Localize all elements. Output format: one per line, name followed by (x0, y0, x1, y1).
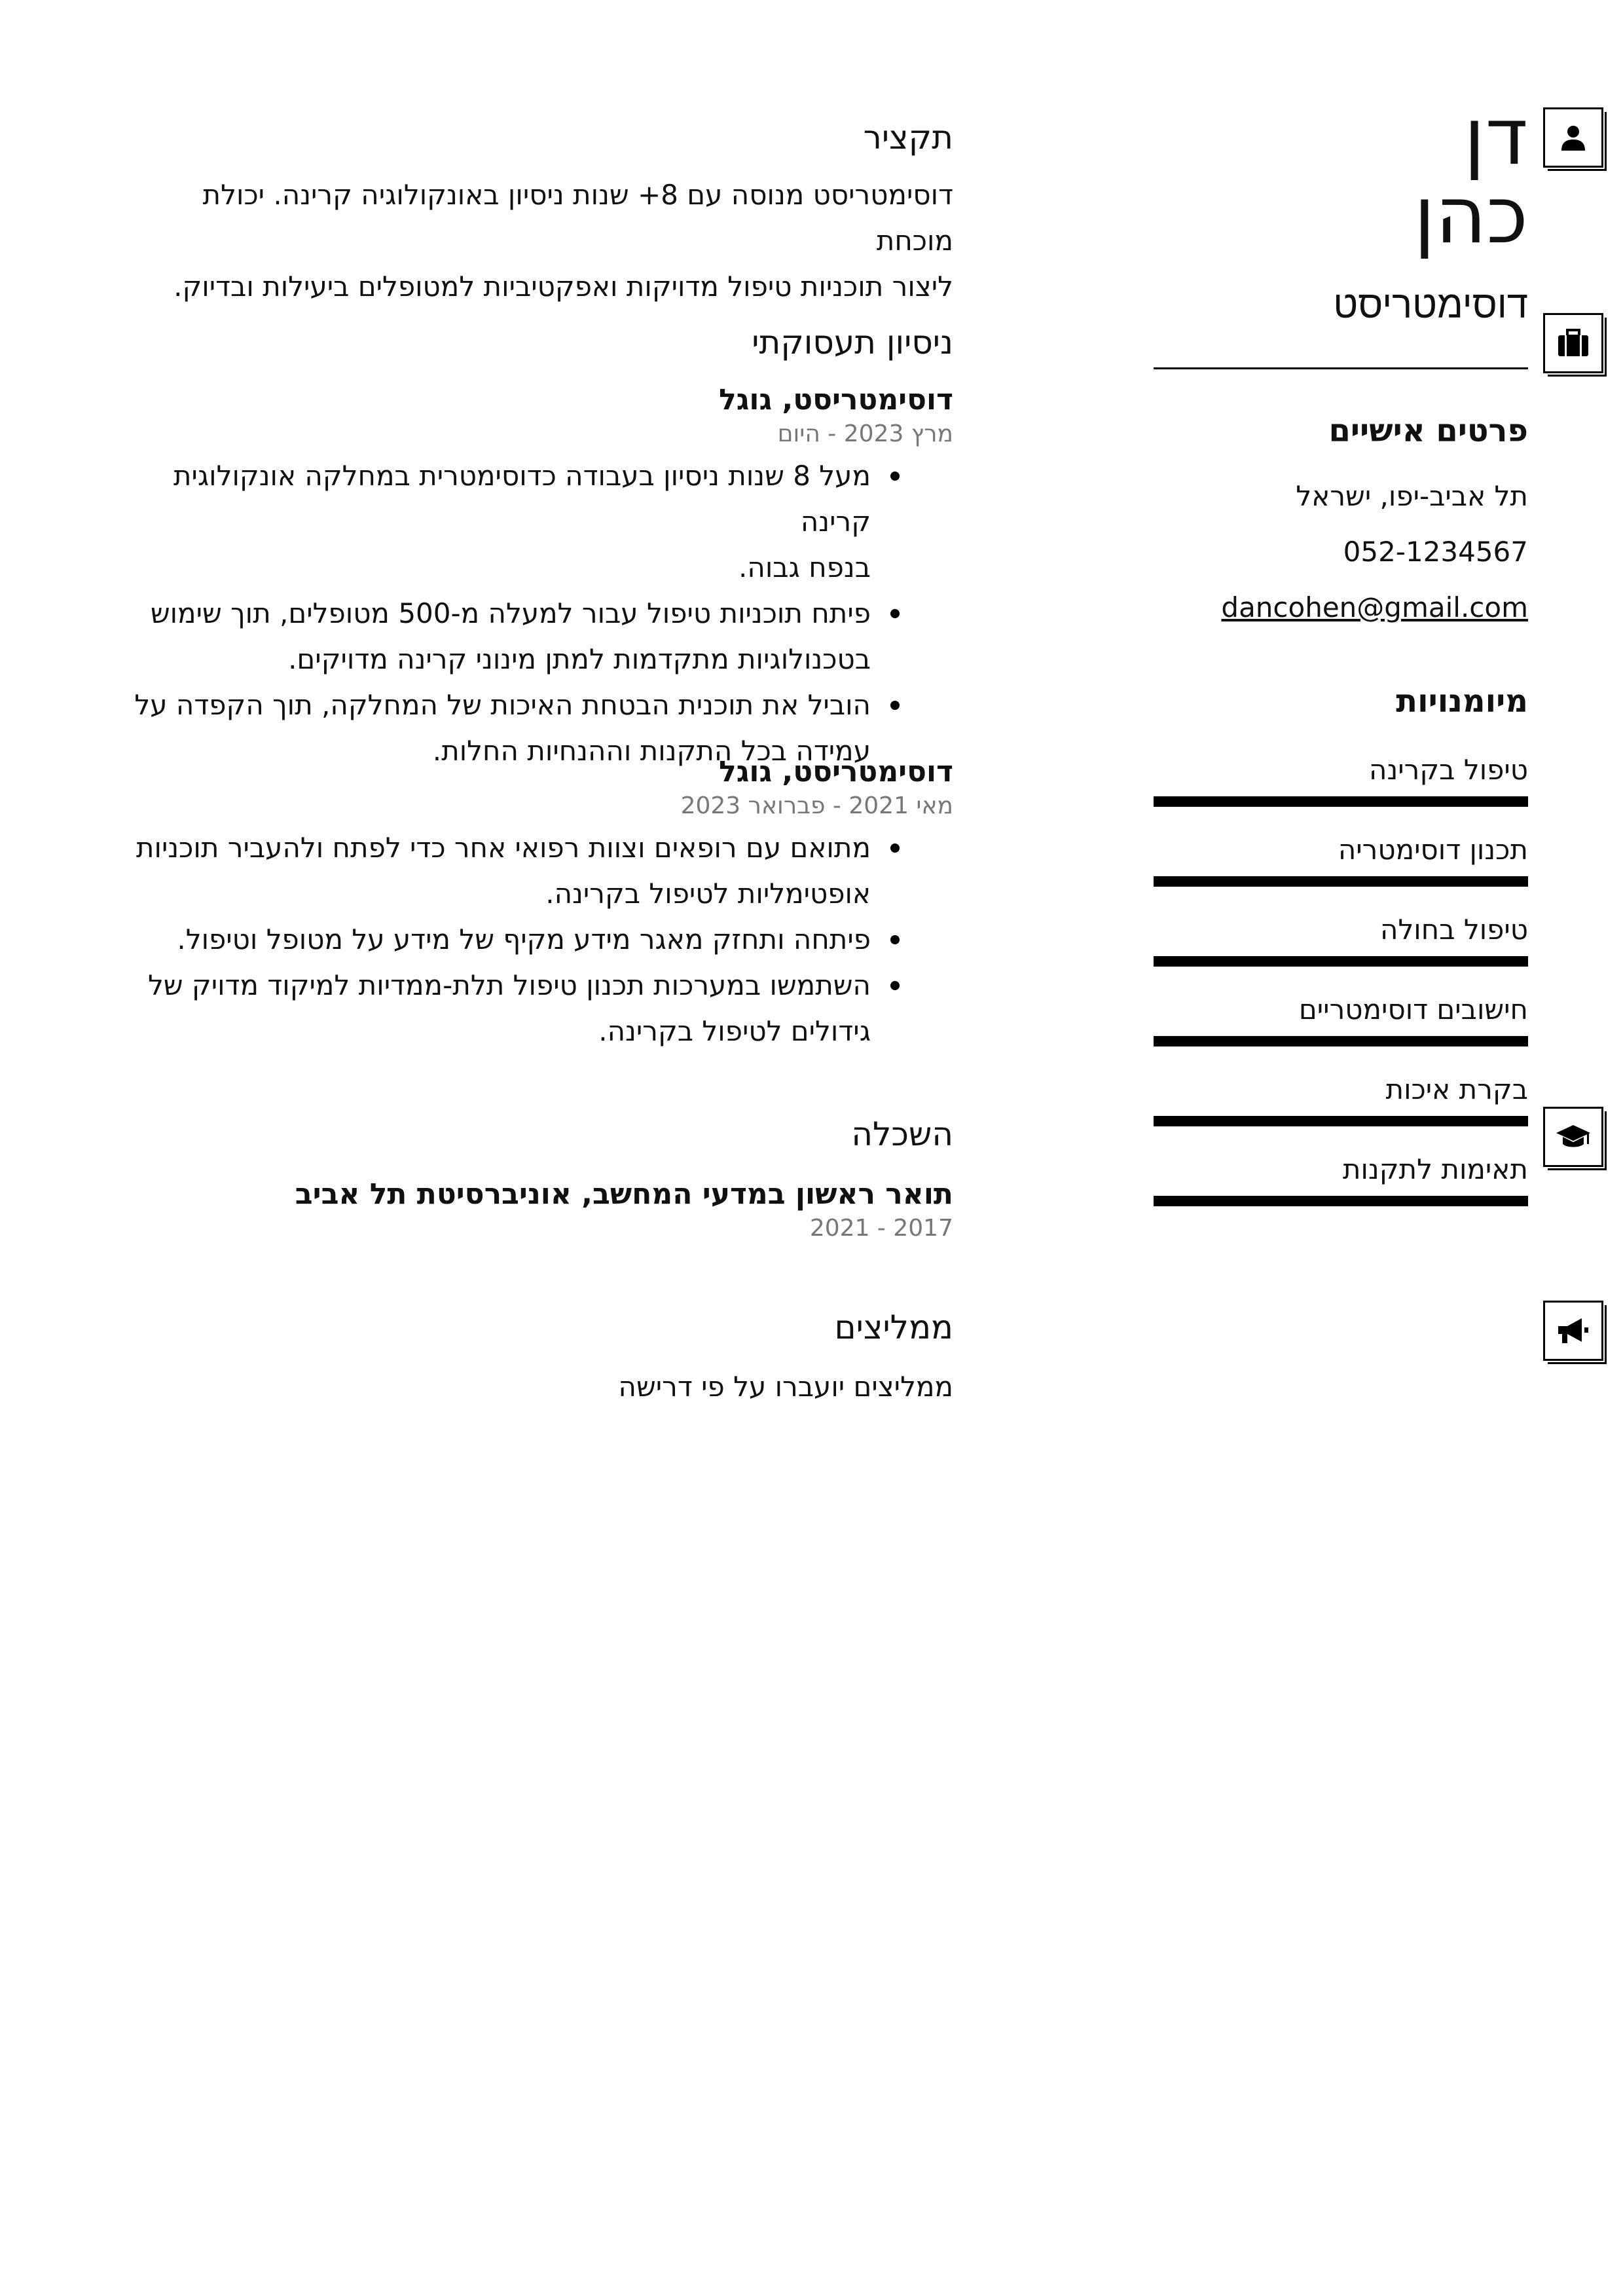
skill-item (1154, 752, 1528, 788)
bullet-item (124, 591, 871, 682)
phone: 052-1234567 (1343, 536, 1528, 568)
job-role: דוסימטריסט, גוגל (719, 383, 953, 417)
bullet-line: אופטימליות לטיפול בקרינה. (545, 878, 871, 910)
references-text: ממליצים יועברו על פי דרישה (618, 1371, 953, 1403)
first-name: דן (1463, 92, 1528, 183)
skill-bar (1154, 1036, 1528, 1046)
bullet-item (124, 453, 871, 591)
skill-label: תאימות לתקנות (1342, 1153, 1528, 1185)
skill-bar (1154, 796, 1528, 807)
skill-label: בקרת איכות (1385, 1073, 1528, 1105)
summary-text (124, 172, 953, 310)
bullet-line: השתמשו במערכות תכנון טיפול תלת-ממדיות למיקוד מדויק של (147, 969, 871, 1001)
skill-item (1154, 991, 1528, 1028)
experience-title: ניסיון תעסוקתי (752, 324, 953, 361)
summary-line: ליצור תוכניות טיפול מדויקות ואפקטיביות למטופלים ביעילות ובדיוק. (173, 270, 953, 303)
bullet-line: עמידה בכל התקנות וההנחיות החלות. (432, 735, 871, 767)
bullet-line: הוביל את תוכנית הבטחת האיכות של המחלקה, תוך הקפדה על (134, 689, 871, 721)
skills-title: מיומנויות (1396, 683, 1528, 720)
divider (1154, 367, 1528, 369)
job-role: דוסימטריסט, גוגל (719, 755, 953, 788)
skill-item (1154, 1071, 1528, 1108)
skill-label: תכנון דוסימטריה (1338, 834, 1528, 866)
bullet-line: פיתח תוכניות טיפול עבור למעלה מ-500 מטופלים, תוך שימוש (150, 597, 871, 629)
skill-bar (1154, 956, 1528, 967)
location: תל אביב-יפו, ישראל (1296, 480, 1528, 512)
last-name: כהן (1413, 170, 1528, 261)
personal-details-title: פרטים אישיים (1328, 413, 1528, 449)
skill-bar (1154, 876, 1528, 887)
degree: תואר ראשון במדעי המחשב, אוניברסיטת תל אביב (295, 1177, 953, 1211)
name-block (1154, 92, 1528, 261)
bullet-line: גידולים לטיפול בקרינה. (598, 1015, 871, 1047)
skill-bar (1154, 1116, 1528, 1126)
skill-label: טיפול בקרינה (1369, 754, 1528, 786)
job-dates: מאי 2021 - פברואר 2023 (680, 792, 953, 819)
skill-item (1154, 912, 1528, 948)
job-title: דוסימטריסט (1333, 282, 1528, 327)
bullet-line: בנפח גבוה. (739, 551, 871, 583)
education-title: השכלה (851, 1115, 953, 1153)
bullet-line: מעל 8 שנות ניסיון בעבודה כדוסימטרית במחלקה אונקולוגית קרינה (173, 460, 871, 538)
graduation-cap-icon (1543, 1107, 1603, 1167)
education-dates: 2017 - 2021 (809, 1215, 953, 1242)
education-entry (124, 1176, 953, 1244)
summary-line: דוסימטריסט מנוסה עם 8+ שנות ניסיון באונקולוגיה קרינה. יכולת מוכחת (202, 179, 953, 257)
bullet-item (124, 825, 871, 917)
job-dates: מרץ 2023 - היום (777, 420, 953, 447)
summary-title: תקציר (863, 119, 953, 157)
briefcase-icon (1543, 313, 1603, 373)
bullet-item (124, 917, 871, 963)
skill-item (1154, 832, 1528, 868)
bullet-line: פיתחה ותחזק מאגר מידע מקיף של מידע על מטופל וטיפול. (177, 923, 871, 955)
megaphone-icon (1543, 1301, 1603, 1361)
user-icon (1543, 107, 1603, 168)
skill-label: חישובים דוסימטריים (1298, 993, 1528, 1026)
skill-item (1154, 1151, 1528, 1188)
skill-label: טיפול בחולה (1380, 914, 1528, 946)
bullet-line: מתואם עם רופאים וצוות רפואי אחר כדי לפתח ולהעביר תוכניות (136, 832, 871, 864)
references-title: ממליצים (834, 1308, 953, 1346)
job-entry (124, 381, 953, 774)
bullet-item (124, 963, 871, 1054)
job-entry (124, 753, 953, 1054)
email-link[interactable]: dancohen@gmail.com (1221, 591, 1528, 623)
job-bullets (124, 825, 953, 1054)
job-bullets (124, 453, 953, 774)
skill-bar (1154, 1196, 1528, 1206)
bullet-line: בטכנולוגיות מתקדמות למתן מינוני קרינה מדויקים. (288, 643, 871, 675)
